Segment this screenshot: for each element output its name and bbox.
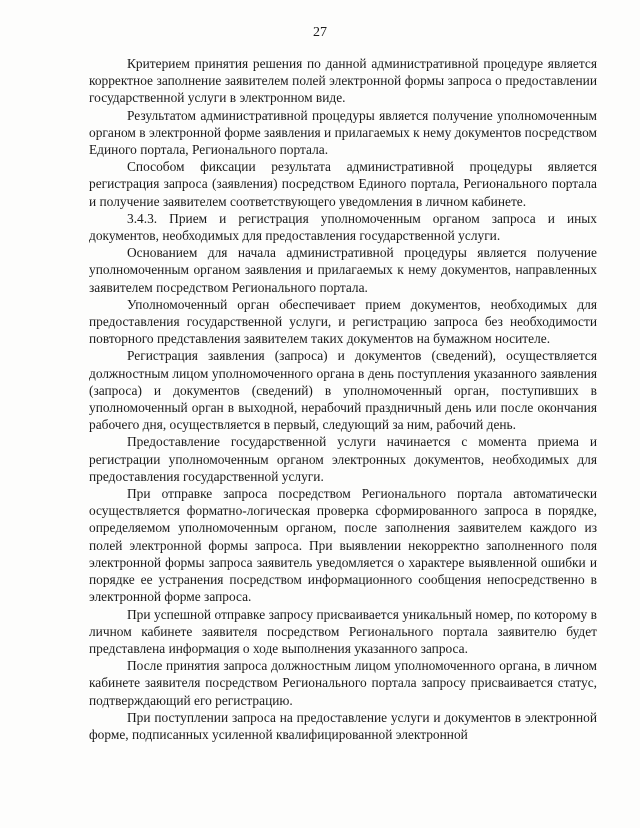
paragraph: Уполномоченный орган обеспечивает прием документов, необходимых для предоставления государственной услуги, и регистрацию запроса без необходимости повторного представления заявителем таких документов на бумажном носителе. bbox=[89, 296, 597, 347]
paragraph: Результатом административной процедуры является получение уполномоченным органом в электронной форме заявления и прилагаемых к нему документов посредством Единого портала, Регионального портала. bbox=[89, 107, 597, 158]
paragraph: При поступлении запроса на предоставление услуги и документов в электронной форме, подписанных усиленной квалифицированной электронной bbox=[89, 709, 597, 742]
page-number: 27 bbox=[313, 25, 327, 40]
paragraph: При успешной отправке запросу присваивается уникальный номер, по которому в личном кабинете заявителя посредством Регионального портала заявителю будет представлена информация о ходе выполнения указанного запроса. bbox=[89, 606, 597, 656]
document-body bbox=[89, 55, 597, 743]
paragraph: Критерием принятия решения по данной административной процедуре является корректное заполнение заявителем полей электронной формы запроса о предоставлении государственной услуги в электронном виде. bbox=[89, 56, 597, 106]
paragraph: Способом фиксации результата административной процедуры является регистрация запроса (заявления) посредством Единого портала, Регионального портала и получение заявителем соответствующего уведомления в личном кабинете. bbox=[89, 159, 597, 209]
section-heading-paragraph: 3.4.3. Прием и регистрация уполномоченным органом запроса и иных документов, необходимых для предоставления государственной услуги. bbox=[89, 210, 597, 244]
paragraph: Регистрация заявления (запроса) и документов (сведений), осуществляется должностным лицом уполномоченного органа в день поступления указанного заявления (запроса) и документов (сведений) в уполномоченный орган, поступивших в уполномоченный орган в выходной, нерабочий праздничный день или после окончания рабочего дня, осуществляется в первый, следующий за ним, рабочий день. bbox=[89, 348, 597, 433]
paragraph: При отправке запроса посредством Регионального портала автоматически осуществляется форматно-логическая проверка сформированного запроса в порядке, определяемом уполномоченным органом, после заполнения заявителем каждого из полей электронной формы запроса. При выявлении некорректно заполненного поля электронной формы запроса заявитель уведомляется о характере выявленной ошибки и порядке ее устранения посредством информационного сообщения непосредственно в электронной форме запроса. bbox=[89, 486, 597, 605]
paragraph: После принятия запроса должностным лицом уполномоченного органа, в личном кабинете заявителя посредством Регионального портала запросу присваивается статус, подтверждающий его регистрацию. bbox=[89, 658, 597, 708]
paragraph: Основанием для начала административной процедуры является получение уполномоченным органом заявления и прилагаемых к нему документов, направленных заявителем посредством Регионального портала. bbox=[89, 245, 597, 295]
paragraph: Предоставление государственной услуги начинается с момента приема и регистрации уполномоченным органом электронных документов, необходимых для предоставления государственной услуги. bbox=[89, 434, 597, 484]
